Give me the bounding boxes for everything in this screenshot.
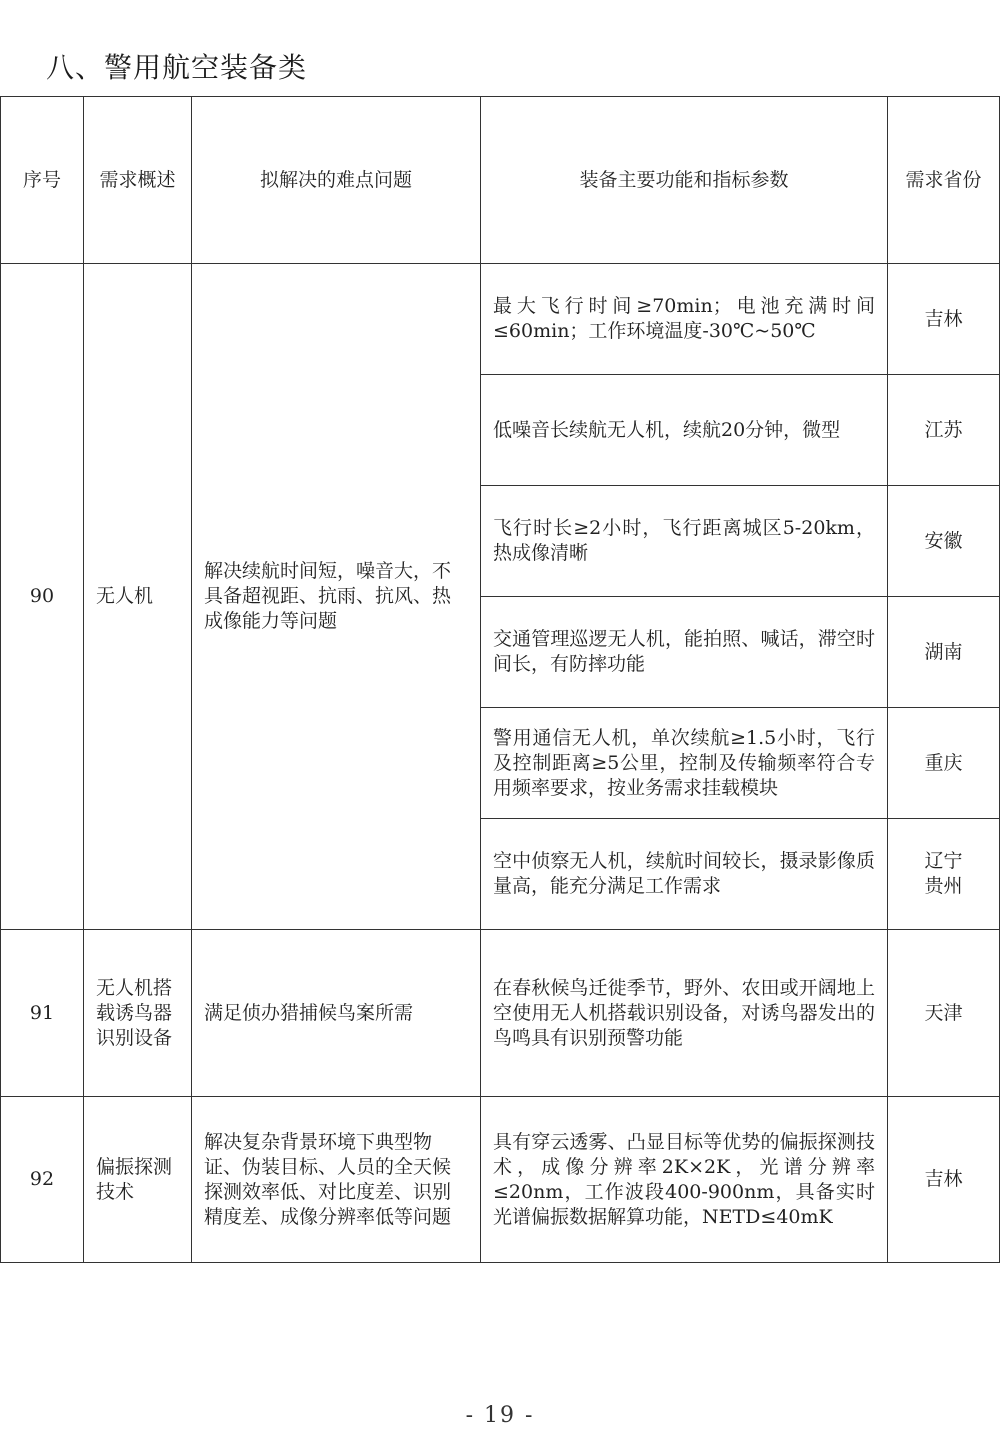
province-line: 贵州	[924, 875, 963, 897]
table-header-row	[1, 97, 1000, 264]
row-problem: 解决续航时间短，噪音大，不具备超视距、抗雨、抗风、热成像能力等问题	[192, 264, 481, 930]
row-spec: 最大飞行时间≥70min；电池充满时间≤60min；工作环境温度-30℃~50℃	[481, 264, 888, 375]
requirements-table	[0, 96, 1000, 1263]
header-spec: 装备主要功能和指标参数	[481, 97, 888, 264]
header-summary: 需求概述	[84, 97, 192, 264]
row-province: 湖南	[888, 597, 1000, 708]
row-spec: 低噪音长续航无人机，续航20分钟，微型	[481, 375, 888, 486]
province-line: 辽宁	[924, 850, 963, 872]
row-number: 90	[1, 264, 84, 930]
row-summary: 无人机	[84, 264, 192, 930]
row-summary: 无人机搭载诱鸟器识别设备	[84, 930, 192, 1097]
row-province	[888, 819, 1000, 930]
row-spec: 飞行时长≥2小时，飞行距离城区5-20km，热成像清晰	[481, 486, 888, 597]
row-province: 重庆	[888, 708, 1000, 819]
row-province: 天津	[888, 930, 1000, 1097]
header-province: 需求省份	[888, 97, 1000, 264]
page-number: - 19 -	[465, 1403, 535, 1428]
row-province: 安徽	[888, 486, 1000, 597]
row-problem: 解决复杂背景环境下典型物证、伪装目标、人员的全天候探测效率低、对比度差、识别精度差、成像分辨率低等问题	[192, 1097, 481, 1263]
header-problem: 拟解决的难点问题	[192, 97, 481, 264]
row-spec: 空中侦察无人机，续航时间较长，摄录影像质量高，能充分满足工作需求	[481, 819, 888, 930]
table-row	[1, 264, 1000, 375]
row-number: 91	[1, 930, 84, 1097]
table-row	[1, 930, 1000, 1097]
section-title: 八、警用航空装备类	[46, 51, 308, 84]
row-spec: 在春秋候鸟迁徙季节，野外、农田或开阔地上空使用无人机搭载识别设备，对诱鸟器发出的鸟鸣具有识别预警功能	[481, 930, 888, 1097]
row-province: 吉林	[888, 264, 1000, 375]
row-problem: 满足侦办猎捕候鸟案所需	[192, 930, 481, 1097]
row-province: 吉林	[888, 1097, 1000, 1263]
row-spec: 具有穿云透雾、凸显目标等优势的偏振探测技术，成像分辨率2K×2K，光谱分辨率≤20nm，工作波段400-900nm，具备实时光谱偏振数据解算功能，NETD≤40mK	[481, 1097, 888, 1263]
table-row	[1, 1097, 1000, 1263]
row-spec: 警用通信无人机，单次续航≥1.5小时，飞行及控制距离≥5公里，控制及传输频率符合专用频率要求，按业务需求挂载模块	[481, 708, 888, 819]
row-number: 92	[1, 1097, 84, 1263]
header-number: 序号	[1, 97, 84, 264]
row-spec: 交通管理巡逻无人机，能拍照、喊话，滞空时间长，有防摔功能	[481, 597, 888, 708]
row-province: 江苏	[888, 375, 1000, 486]
row-summary: 偏振探测技术	[84, 1097, 192, 1263]
